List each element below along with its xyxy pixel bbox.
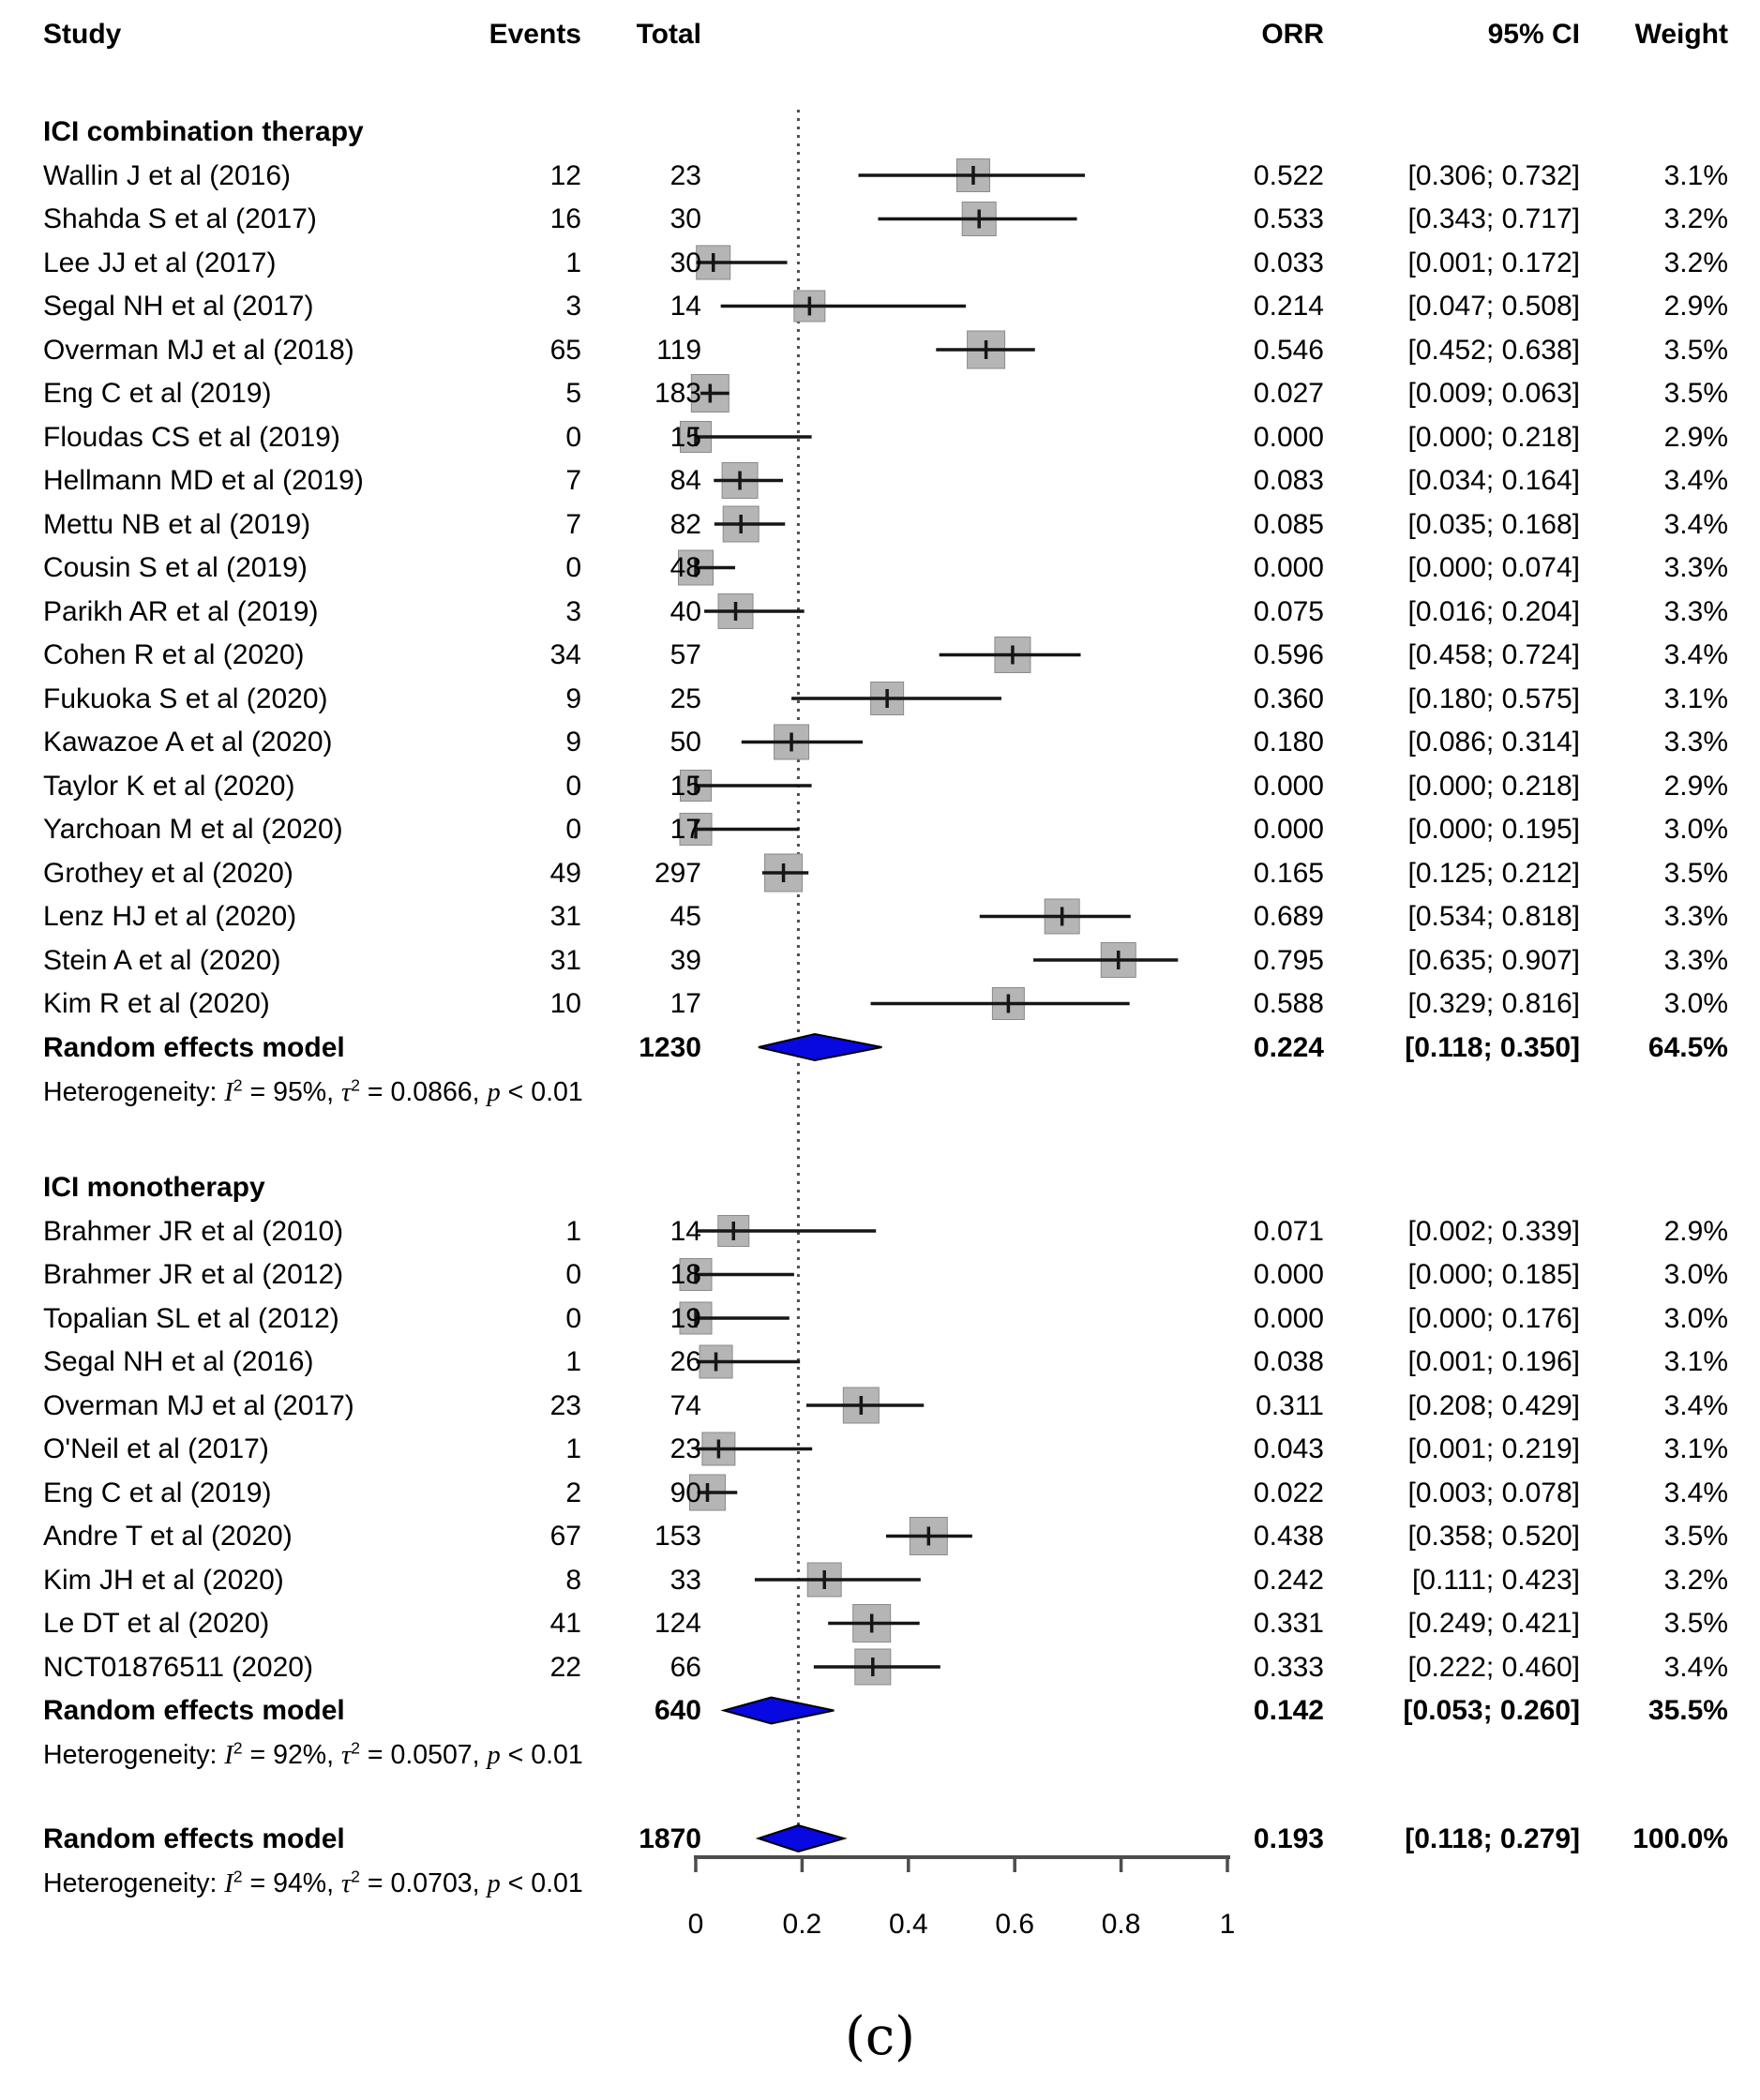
study-label: Shahda S et al (2017) [43,203,317,234]
weight-value: 3.4% [1663,639,1728,670]
events-value: 3 [565,595,581,627]
orr-value: 0.027 [1253,378,1324,409]
total-value: 26 [669,1346,701,1377]
study-label: Brahmer JR et al (2010) [43,1215,344,1247]
x-axis-tick-label: 0 [687,1908,704,1940]
study-label: Taylor K et al (2020) [43,770,295,802]
orr-value: 0.331 [1253,1608,1324,1639]
col-header-events: Events [489,19,581,50]
total-value: 14 [669,1215,701,1247]
ci-value: [0.001; 0.172] [1407,247,1580,278]
events-value: 31 [549,944,581,976]
x-axis-tick-label: 0.4 [888,1908,928,1940]
events-value: 5 [565,378,581,409]
orr-value: 0.242 [1253,1564,1324,1596]
ci-value: [0.009; 0.063] [1407,378,1580,409]
ci-value: [0.000; 0.218] [1407,421,1580,453]
weight-value: 2.9% [1663,1215,1728,1247]
study-label: Brahmer JR et al (2012) [43,1259,344,1290]
events-value: 22 [549,1651,581,1683]
total-value: 124 [654,1608,701,1639]
col-header-ci: 95% CI [1487,19,1580,50]
total-value: 25 [669,682,701,714]
study-label: Stein A et al (2020) [43,944,281,976]
weight-value: 3.5% [1663,378,1728,409]
ci-value: [0.534; 0.818] [1407,901,1580,932]
orr-value: 0.311 [1256,1389,1324,1421]
weight-value: 2.9% [1663,421,1728,453]
orr-value: 0.043 [1253,1433,1324,1464]
pooled-diamond [724,1698,834,1724]
ci-value: [0.452; 0.638] [1407,334,1580,366]
total-value: 74 [669,1389,701,1421]
ci-value: [0.016; 0.204] [1407,595,1580,627]
weight-value: 3.2% [1663,1564,1728,1596]
ci-value: [0.222; 0.460] [1407,1651,1580,1683]
orr-value: 0.522 [1253,159,1324,191]
study-label: Parikh AR et al (2019) [43,595,319,627]
total-value: 297 [654,857,701,889]
x-axis-tick-label: 0.8 [1101,1908,1141,1940]
orr-value: 0.596 [1253,639,1324,670]
orr-value: 0.000 [1253,814,1324,845]
total-value: 33 [669,1564,701,1596]
ci-value: [0.358; 0.520] [1407,1521,1580,1552]
pooled-orr: 0.224 [1253,1031,1324,1063]
ci-value: [0.047; 0.508] [1407,291,1580,322]
orr-value: 0.165 [1253,857,1324,889]
weight-value: 3.1% [1663,1346,1728,1377]
ci-value: [0.086; 0.314] [1407,727,1580,758]
orr-value: 0.000 [1253,1302,1324,1334]
ci-value: [0.000; 0.218] [1407,770,1580,802]
total-value: 17 [669,814,701,845]
events-value: 3 [565,291,581,322]
pooled-total: 1230 [639,1031,701,1063]
total-value: 14 [669,291,701,322]
study-label: Eng C et al (2019) [43,1477,272,1508]
ci-value: [0.125; 0.212] [1407,857,1580,889]
events-value: 16 [549,203,581,234]
weight-value: 3.5% [1663,334,1728,366]
weight-value: 3.2% [1663,247,1728,278]
ci-value: [0.111; 0.423] [1411,1564,1580,1596]
ci-value: [0.208; 0.429] [1407,1389,1580,1421]
study-label: Topalian SL et al (2012) [43,1302,339,1334]
weight-value: 3.4% [1663,465,1728,496]
ci-value: [0.002; 0.339] [1407,1215,1580,1247]
total-value: 18 [669,1259,701,1290]
ci-value: [0.001; 0.219] [1407,1433,1580,1464]
orr-value: 0.075 [1253,595,1324,627]
orr-value: 0.546 [1253,334,1324,366]
pooled-total: 1870 [639,1822,701,1854]
events-value: 9 [565,682,581,714]
events-value: 2 [565,1477,581,1508]
events-value: 0 [565,1302,581,1334]
total-value: 30 [669,247,701,278]
orr-value: 0.360 [1253,682,1324,714]
weight-value: 3.1% [1663,159,1728,191]
weight-value: 3.4% [1663,1477,1728,1508]
orr-value: 0.000 [1253,770,1324,802]
orr-value: 0.588 [1253,988,1324,1019]
events-value: 1 [565,1433,581,1464]
total-value: 40 [669,595,701,627]
weight-value: 3.2% [1663,203,1728,234]
orr-value: 0.214 [1253,291,1324,322]
pooled-label: Random effects model [43,1822,345,1854]
pooled-label: Random effects model [43,1695,345,1726]
study-label: Wallin J et al (2016) [43,159,291,191]
study-label: Kim R et al (2020) [43,988,270,1019]
study-label: Segal NH et al (2017) [43,291,314,322]
panel-caption: (c) [844,2006,916,2067]
ci-value: [0.000; 0.074] [1407,552,1580,583]
weight-value: 3.1% [1663,682,1728,714]
study-label: Kawazoe A et al (2020) [43,727,333,758]
total-value: 119 [656,334,701,366]
heterogeneity-note: Heterogeneity: $I^2 = 94\%$, $\tau^2 = 0.0703$, p < 0.01 [43,1867,583,1898]
events-value: 12 [549,159,581,191]
ci-value: [0.343; 0.717] [1407,203,1580,234]
weight-value: 3.4% [1663,1651,1728,1683]
col-header-total: Total [636,19,701,50]
orr-value: 0.083 [1253,465,1324,496]
study-label: Yarchoan M et al (2020) [43,814,343,845]
study-label: Overman MJ et al (2018) [43,334,354,366]
section-title: ICI monotherapy [43,1171,265,1203]
weight-value: 3.3% [1663,727,1728,758]
events-value: 31 [549,901,581,932]
ci-value: [0.458; 0.724] [1407,639,1580,670]
weight-value: 3.4% [1663,508,1728,540]
study-label: Lee JJ et al (2017) [43,247,277,278]
ci-value: [0.003; 0.078] [1407,1477,1580,1508]
total-value: 183 [654,378,701,409]
weight-value: 2.9% [1663,770,1728,802]
weight-value: 3.4% [1663,1389,1728,1421]
total-value: 45 [669,901,701,932]
ci-value: [0.001; 0.196] [1407,1346,1580,1377]
events-value: 1 [565,1346,581,1377]
weight-value: 3.0% [1663,988,1728,1019]
weight-value: 3.5% [1663,1521,1728,1552]
study-label: Le DT et al (2020) [43,1608,270,1639]
pooled-diamond [759,1825,844,1852]
orr-value: 0.038 [1253,1346,1324,1377]
heterogeneity-note: Heterogeneity: $I^2 = 92\%$, $\tau^2 = 0.0507$, p < 0.01 [43,1738,583,1770]
events-value: 0 [565,421,581,453]
pooled-orr: 0.142 [1253,1695,1324,1726]
x-axis-tick-label: 0.2 [782,1908,822,1940]
study-label: Cohen R et al (2020) [43,639,305,670]
orr-value: 0.333 [1253,1651,1324,1683]
total-value: 15 [669,421,701,453]
events-value: 1 [565,1215,581,1247]
events-value: 0 [565,770,581,802]
weight-value: 3.0% [1663,1302,1728,1334]
events-value: 0 [565,552,581,583]
ci-value: [0.329; 0.816] [1407,988,1580,1019]
weight-value: 3.3% [1663,552,1728,583]
x-axis-tick-label: 1 [1219,1908,1236,1940]
pooled-ci: [0.053; 0.260] [1403,1695,1580,1726]
study-label: Overman MJ et al (2017) [43,1389,354,1421]
events-value: 10 [549,988,581,1019]
total-value: 48 [669,552,701,583]
events-value: 49 [549,857,581,889]
total-value: 39 [669,944,701,976]
orr-value: 0.000 [1253,552,1324,583]
ci-value: [0.306; 0.732] [1407,159,1580,191]
weight-value: 2.9% [1663,291,1728,322]
pooled-diamond [759,1034,882,1060]
total-value: 15 [669,770,701,802]
orr-value: 0.033 [1253,247,1324,278]
orr-value: 0.071 [1253,1215,1324,1247]
col-header-study: Study [43,19,122,50]
events-value: 0 [565,814,581,845]
weight-value: 3.3% [1663,944,1728,976]
weight-value: 3.5% [1663,857,1728,889]
events-value: 1 [565,247,581,278]
ci-value: [0.000; 0.185] [1407,1259,1580,1290]
events-value: 41 [549,1608,581,1639]
events-value: 67 [549,1521,581,1552]
weight-value: 3.0% [1663,814,1728,845]
study-label: Eng C et al (2019) [43,378,272,409]
study-label: Lenz HJ et al (2020) [43,901,297,932]
pooled-ci: [0.118; 0.279] [1405,1822,1580,1854]
study-label: Floudas CS et al (2019) [43,421,340,453]
ci-value: [0.035; 0.168] [1407,508,1580,540]
orr-value: 0.438 [1253,1521,1324,1552]
total-value: 23 [669,1433,701,1464]
total-value: 82 [669,508,701,540]
x-axis-tick-label: 0.6 [995,1908,1035,1940]
orr-value: 0.180 [1253,727,1324,758]
orr-value: 0.000 [1253,421,1324,453]
events-value: 65 [549,334,581,366]
total-value: 90 [669,1477,701,1508]
pooled-ci: [0.118; 0.350] [1405,1031,1580,1063]
weight-value: 3.5% [1663,1608,1728,1639]
pooled-orr: 0.193 [1253,1822,1324,1854]
total-value: 66 [669,1651,701,1683]
study-label: Grothey et al (2020) [43,857,293,889]
study-label: Mettu NB et al (2019) [43,508,311,540]
ci-value: [0.034; 0.164] [1407,465,1580,496]
orr-value: 0.533 [1253,203,1324,234]
section-title: ICI combination therapy [43,115,364,147]
study-label: Segal NH et al (2016) [43,1346,314,1377]
events-value: 7 [565,508,581,540]
ci-value: [0.000; 0.176] [1407,1302,1580,1334]
ci-value: [0.180; 0.575] [1407,682,1580,714]
weight-value: 3.3% [1663,595,1728,627]
pooled-weight: 100.0% [1632,1822,1728,1854]
total-value: 23 [669,159,701,191]
col-header-weight: Weight [1634,19,1728,50]
study-label: Fukuoka S et al (2020) [43,682,328,714]
study-label: Cousin S et al (2019) [43,552,308,583]
study-label: NCT01876511 (2020) [43,1651,313,1683]
total-value: 57 [669,639,701,670]
events-value: 34 [549,639,581,670]
events-value: 7 [565,465,581,496]
orr-value: 0.085 [1253,508,1324,540]
orr-value: 0.689 [1253,901,1324,932]
heterogeneity-note: Heterogeneity: $I^2 = 95\%$, $\tau^2 = 0.0866$, p < 0.01 [43,1075,583,1107]
total-value: 17 [669,988,701,1019]
events-value: 8 [565,1564,581,1596]
pooled-weight: 64.5% [1647,1031,1728,1063]
pooled-weight: 35.5% [1647,1695,1728,1726]
events-value: 23 [549,1389,581,1421]
study-label: Hellmann MD et al (2019) [43,465,364,496]
col-header-orr: ORR [1261,19,1324,50]
pooled-label: Random effects model [43,1031,345,1063]
events-value: 0 [565,1259,581,1290]
pooled-total: 640 [654,1695,701,1726]
ci-value: [0.635; 0.907] [1407,944,1580,976]
events-value: 9 [565,727,581,758]
total-value: 153 [654,1521,701,1552]
study-label: Andre T et al (2020) [43,1521,293,1552]
total-value: 19 [669,1302,701,1334]
ci-value: [0.000; 0.195] [1407,814,1580,845]
study-label: O'Neil et al (2017) [43,1433,269,1464]
orr-value: 0.000 [1253,1259,1324,1290]
weight-value: 3.0% [1663,1259,1728,1290]
study-label: Kim JH et al (2020) [43,1564,284,1596]
orr-value: 0.795 [1253,944,1324,976]
weight-value: 3.1% [1663,1433,1728,1464]
total-value: 50 [669,727,701,758]
total-value: 84 [669,465,701,496]
weight-value: 3.3% [1663,901,1728,932]
total-value: 30 [669,203,701,234]
ci-value: [0.249; 0.421] [1407,1608,1580,1639]
orr-value: 0.022 [1253,1477,1324,1508]
